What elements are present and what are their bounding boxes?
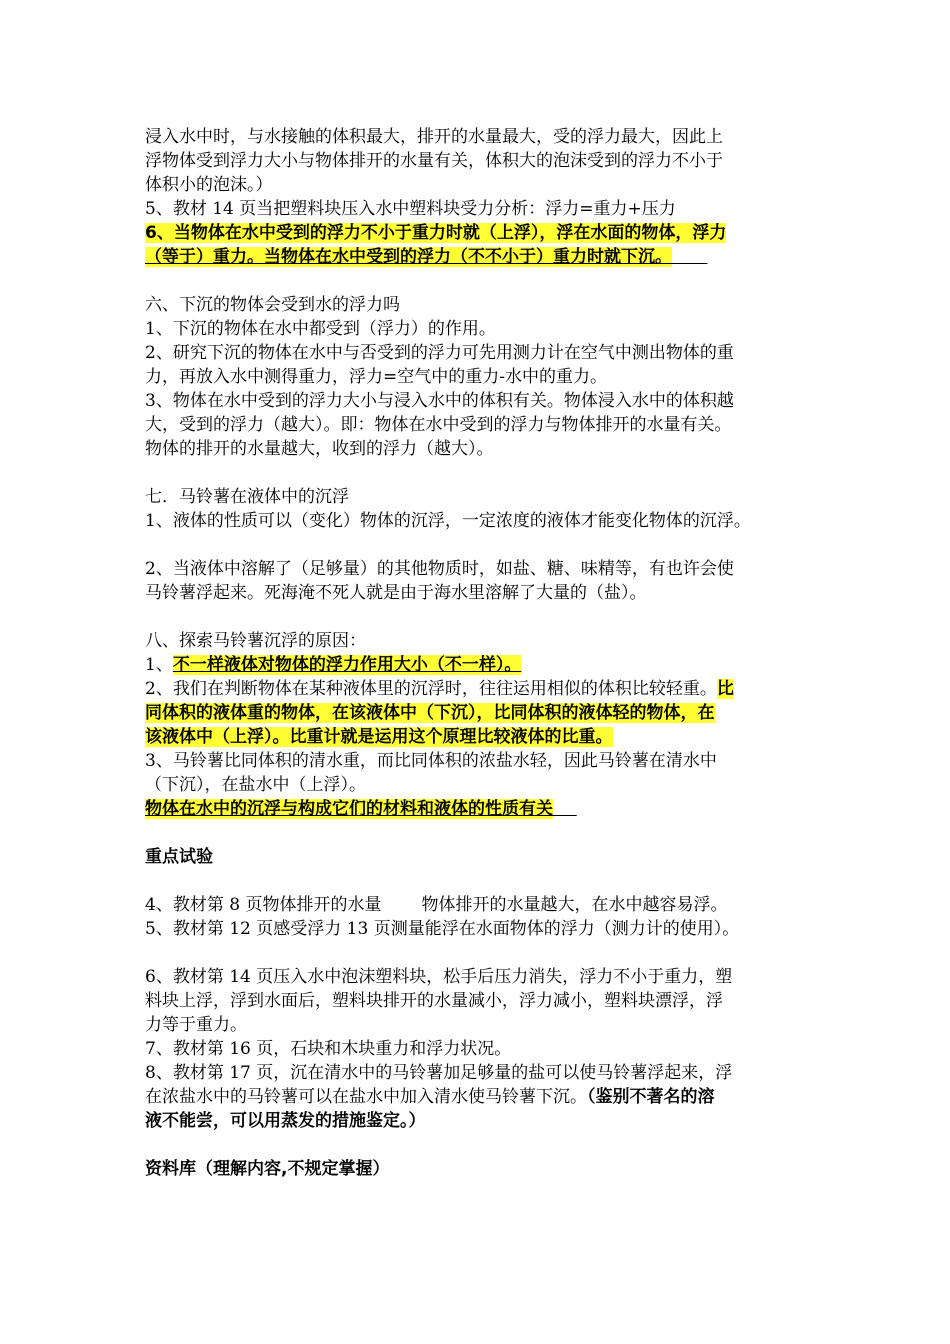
text-line: （下沉），在盐水中（上浮）。	[145, 775, 366, 795]
text-line	[145, 653, 820, 677]
text-line: 马铃薯浮起来。死海淹不死人就是由于海水里溶解了大量的（盐）。	[145, 583, 647, 603]
text-line: 5、教材第 12 页感受浮力 13 页测量能浮在水面物体的浮力（测力计的使用）。	[145, 919, 740, 939]
highlight-text: 同体积的液体重的物体，在该液体中（下沉），比同体积的液体轻的物体，在	[145, 703, 715, 723]
text-line: 大，受到的浮力（越大）。即：物体在水中受到的浮力与物体排开的水量有关。	[145, 415, 732, 435]
highlight-text: （等于）重力。当物体在水中受到的浮力（不不小于）重力时就下沉。	[145, 247, 672, 267]
blank-line	[145, 533, 820, 557]
text-line: 浮物体受到浮力大小与物体排开的水量有关，体积大的泡沫受到的浮力不小于	[145, 151, 723, 171]
blank-line	[145, 1133, 820, 1157]
text-line: 6、教材第 14 页压入水中泡沫塑料块，松手后压力消失，浮力不小于重力，塑	[145, 967, 733, 987]
text-line: 体积小的泡沫。）	[145, 175, 273, 195]
text-line: 7、教材第 16 页，石块和木块重力和浮力状况。	[145, 1039, 512, 1059]
text-line: 力等于重力。	[145, 1015, 247, 1035]
text-line	[145, 677, 820, 701]
highlighted-line	[145, 245, 820, 269]
text-line: 2、研究下沉的物体在水中与否受到的浮力可先用测力计在空气中测出物体的重	[145, 343, 734, 363]
blank-line	[145, 821, 820, 845]
plain-text: 在浓盐水中的马铃薯可以在盐水中加入清水使马铃薯下沉。	[145, 1087, 587, 1107]
text-line: 3、马铃薯比同体积的清水重，而比同体积的浓盐水轻，因此马铃薯在清水中	[145, 751, 717, 771]
highlight-text: 比	[716, 679, 734, 699]
section-heading: 资料库（理解内容,不规定掌握）	[145, 1159, 390, 1179]
plain-text: 4、教材第 8 页物体排开的水量	[145, 895, 382, 915]
text-line: 料块上浮，浮到水面后，塑料块排开的水量减小，浮力减小，塑料块漂浮，浮	[145, 991, 723, 1011]
text-line: 2、当液体中溶解了（足够量）的其他物质时，如盐、糖、味精等，有也许会使	[145, 559, 734, 579]
highlight-text: 6、当物体在水中受到的浮力不小于重力时就（上浮），浮在水面的物体，浮力	[145, 223, 727, 243]
text-line: 物体的排开的水量越大，收到的浮力（越大）。	[145, 439, 494, 459]
text-line: 1、下沉的物体在水中都受到（浮力）的作用。	[145, 319, 496, 339]
blank-line	[145, 941, 820, 965]
text-line: 3、物体在水中受到的浮力大小与浸入水中的体积有关。物体浸入水中的体积越	[145, 391, 734, 411]
document-page	[145, 125, 820, 1181]
highlighted-line	[145, 701, 820, 725]
highlight-text: 不一样液体对物体的浮力作用大小（不一样）。	[172, 655, 522, 675]
text-line	[145, 893, 820, 917]
highlighted-line	[145, 221, 820, 245]
highlighted-line	[145, 725, 820, 749]
section-heading: 八、探索马铃薯沉浮的原因：	[145, 631, 366, 651]
blank-line	[145, 605, 820, 629]
text-line: 力，再放入水中测得重力，浮力=空气中的重力-水中的重力。	[145, 367, 607, 387]
text-line: 1、液体的性质可以（变化）物体的沉浮，一定浓度的液体才能变化物体的沉浮。	[145, 511, 751, 531]
plain-text: 物体排开的水量越大，在水中越容易浮。	[421, 895, 728, 915]
section-heading: 六、下沉的物体会受到水的浮力吗	[145, 295, 400, 315]
bold-text: （鉴别不著名的溶	[587, 1087, 715, 1107]
section-heading: 七．马铃薯在液体中的沉浮	[145, 487, 349, 507]
plain-text: 2、我们在判断物体在某种液体里的沉浮时，往往运用相似的体积比较轻重。	[145, 679, 717, 699]
blank-line	[145, 269, 820, 293]
highlight-text: 物体在水中的沉浮与构成它们的材料和液体的性质有关	[145, 799, 553, 819]
text-line: 8、教材第 17 页，沉在清水中的马铃薯加足够量的盐可以使马铃薯浮起来，浮	[145, 1063, 733, 1083]
blank-line	[145, 461, 820, 485]
text-line	[145, 1085, 820, 1109]
list-prefix: 1、	[145, 655, 173, 675]
highlighted-line	[145, 797, 820, 821]
text-line: 浸入水中时，与水接触的体积最大，排开的水量最大，受的浮力最大，因此上	[145, 127, 723, 147]
highlight-text: 该液体中（上浮）。比重计就是运用这个原理比较液体的比重。	[145, 727, 613, 747]
section-heading: 重点试验	[145, 847, 213, 867]
blank-line	[145, 869, 820, 893]
text-line: 5、教材 14 页当把塑料块压入水中塑料块受力分析：浮力=重力+压力	[145, 199, 676, 219]
text-line: 液不能尝，可以用蒸发的措施鉴定。）	[145, 1111, 426, 1131]
